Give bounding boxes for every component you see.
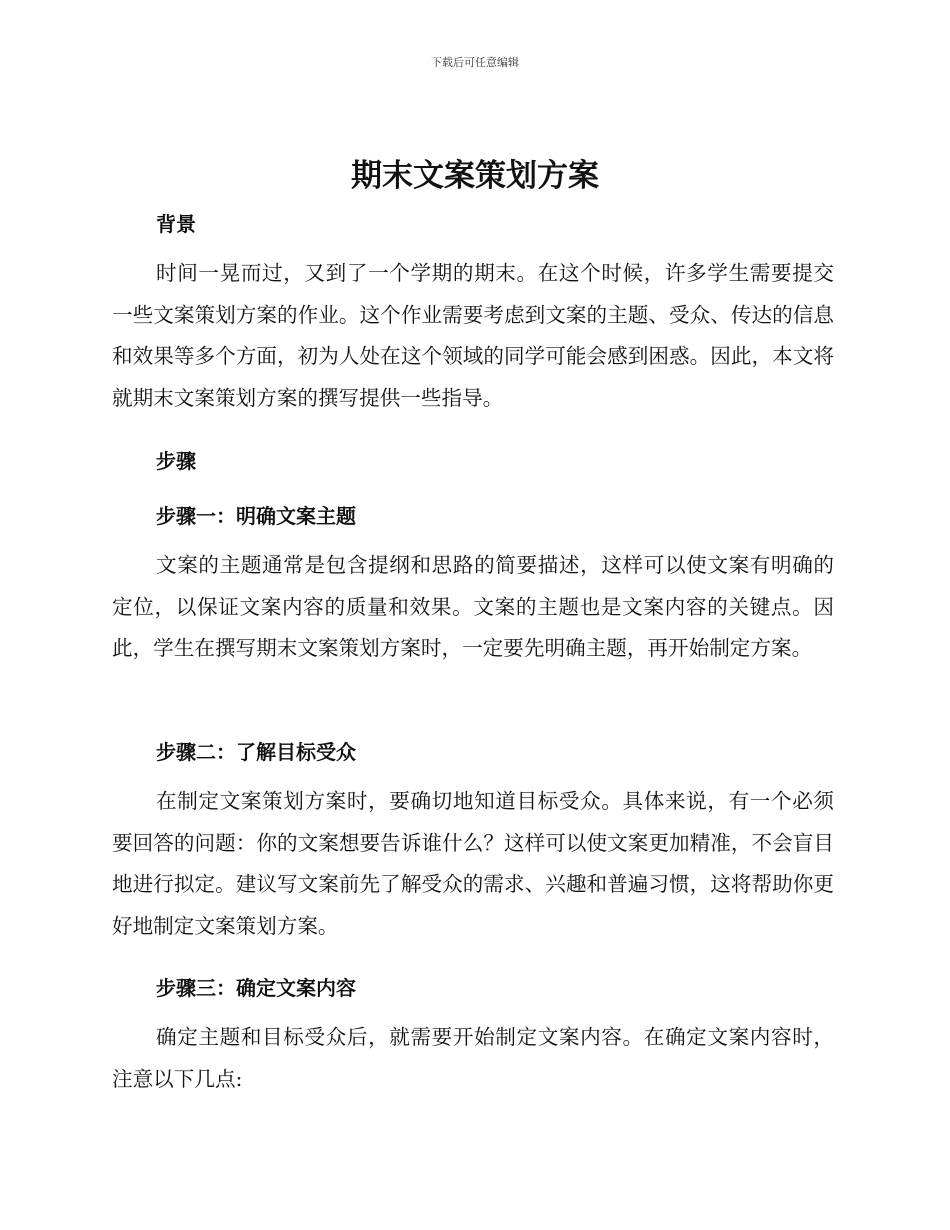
section-heading-step1: 步骤一：明确文案主题 — [156, 504, 356, 528]
paragraph-step2: 在制定文案策划方案时，要确切地知道目标受众。具体来说，有一个必须要回答的问题：你的文案想要告诉谁什么？这样可以使文案更加精准，不会盲目地进行拟定。建议写文案前先了解受众的需求、兴趣和普遍习惯，这将帮助你更好地制定文案策划方案。 — [112, 789, 834, 938]
document-title: 期末文案策划方案 — [351, 158, 599, 194]
section-heading-step2: 步骤二：了解目标受众 — [156, 740, 356, 764]
paragraph-step1: 文案的主题通常是包含提纲和思路的简要描述，这样可以使文案有明确的定位，以保证文案内容的质量和效果。文案的主题也是文案内容的关键点。因此，学生在撰写期末文案策划方案时，一定要先明确主题，再开始制定方案。 — [112, 553, 834, 660]
paragraph-background: 时间一晃而过，又到了一个学期的期末。在这个时候，许多学生需要提交一些文案策划方案的作业。这个作业需要考虑到文案的主题、受众、传达的信息和效果等多个方面，初为人处在这个领域的同学可能会感到困惑。因此，本文将就期末文案策划方案的撰写提供一些指导。 — [112, 261, 834, 410]
header-note: 下载后可任意编辑 — [431, 56, 519, 69]
paragraph-step3: 确定主题和目标受众后，就需要开始制定文案内容。在确定文案内容时，注意以下几点: — [112, 1025, 834, 1091]
section-heading-background: 背景 — [156, 212, 196, 236]
section-heading-step3: 步骤三：确定文案内容 — [156, 976, 356, 1000]
section-heading-steps: 步骤 — [156, 449, 196, 473]
